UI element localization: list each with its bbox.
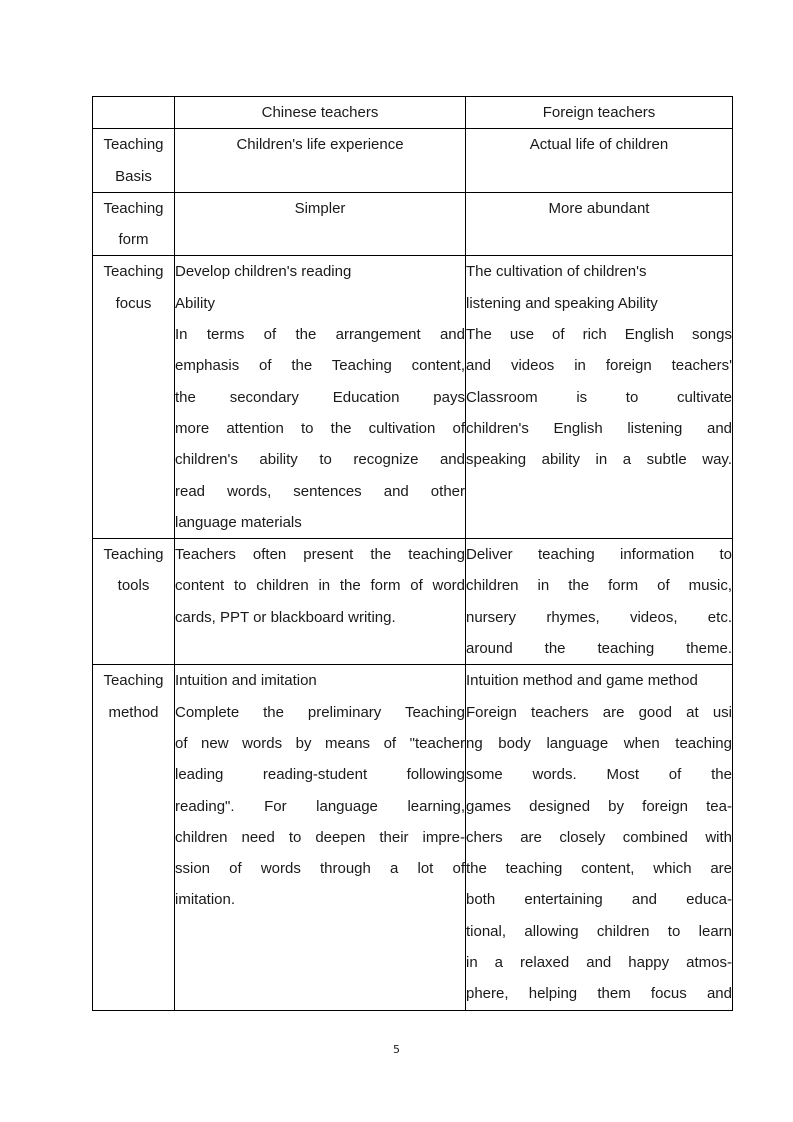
foreign-teachers-cell [466,539,733,665]
foreign-teachers-cell [466,256,733,539]
row-label-line: Teaching [103,546,164,564]
foreign-teachers-line: tional, allowing children to learn [466,922,732,940]
chinese-teachers-line: language materials [175,513,302,531]
foreign-teachers-line: in a relaxed and happy atmos- [466,954,732,972]
table-row [93,665,733,1010]
header-cell-foreign-teachers: Foreign teachers [466,97,733,129]
chinese-teachers-line: Simpler [294,199,346,217]
row-label [93,665,175,1010]
row-label-line: Teaching [103,672,164,690]
foreign-teachers-line: The cultivation of children's [466,263,647,281]
row-label-line: Teaching [103,136,164,154]
foreign-teachers-line: More abundant [548,199,650,217]
chinese-teachers-line: Complete the preliminary Teaching [175,703,465,721]
chinese-teachers-line: children need to deepen their impre- [175,828,465,846]
foreign-teachers-line: Classroom is to cultivate [466,388,732,406]
chinese-teachers-line: cards, PPT or blackboard writing. [175,608,396,626]
chinese-teachers-line: Teachers often present the teaching [175,546,465,564]
row-label [93,256,175,539]
row-label-line: Teaching [103,263,164,281]
chinese-teachers-line: imitation. [175,891,236,909]
foreign-teachers-line: listening and speaking Ability [466,294,658,312]
row-label-line: focus [115,294,152,312]
comparison-table [92,96,733,1011]
foreign-teachers-line: the teaching content, which are [466,860,732,878]
page-number: 5 [393,1043,400,1056]
chinese-teachers-line: Children's life experience [236,136,404,154]
foreign-teachers-line: ng body language when teaching [466,734,732,752]
table-header-row [93,97,733,129]
table-row [93,539,733,665]
foreign-teachers-line: The use of rich English songs [466,326,732,344]
chinese-teachers-line: Intuition and imitation [175,672,317,690]
row-label [93,129,175,193]
chinese-teachers-line: Ability [175,294,216,312]
chinese-teachers-cell [175,129,466,193]
foreign-teachers-line: chers are closely combined with [466,828,732,846]
chinese-teachers-line: emphasis of the Teaching content, [175,357,465,375]
header-cell-chinese-teachers: Chinese teachers [175,97,466,129]
foreign-teachers-line: around the teaching theme. [466,640,732,658]
foreign-teachers-line: Foreign teachers are good at usi [466,703,732,721]
foreign-teachers-line: and videos in foreign teachers' [466,357,732,375]
chinese-teachers-cell [175,192,466,256]
chinese-teachers-line: Develop children's reading [175,263,352,281]
chinese-teachers-line: more attention to the cultivation of [175,419,465,437]
foreign-teachers-line: games designed by foreign tea- [466,797,732,815]
header-cell-empty [93,97,175,129]
row-label [93,539,175,665]
row-label-line: tools [117,577,150,595]
foreign-teachers-line: children's English listening and [466,419,732,437]
chinese-teachers-cell [175,539,466,665]
foreign-teachers-line: children in the form of music, [466,577,732,595]
chinese-teachers-cell [175,665,466,1010]
foreign-teachers-line: both entertaining and educa- [466,891,732,909]
foreign-teachers-line: speaking ability in a subtle way. [466,451,732,469]
foreign-teachers-line: Actual life of children [529,136,669,154]
foreign-teachers-line: nursery rhymes, videos, etc. [466,608,732,626]
chinese-teachers-cell [175,256,466,539]
foreign-teachers-line: some words. Most of the [466,766,732,784]
foreign-teachers-line: Deliver teaching information to [466,546,732,564]
row-label-line: form [118,231,149,249]
foreign-teachers-line: phere, helping them focus and [466,985,732,1003]
foreign-teachers-line: Intuition method and game method [466,672,698,690]
chinese-teachers-line: leading reading-student following [175,766,465,784]
chinese-teachers-line: children's ability to recognize and [175,451,465,469]
foreign-teachers-cell [466,192,733,256]
chinese-teachers-line: In terms of the arrangement and [175,326,465,344]
table-row [93,256,733,539]
foreign-teachers-cell [466,129,733,193]
chinese-teachers-line: ssion of words through a lot of [175,860,465,878]
chinese-teachers-line: reading". For language learning, [175,797,465,815]
chinese-teachers-line: of new words by means of "teacher [175,734,465,752]
table-row [93,192,733,256]
foreign-teachers-cell [466,665,733,1010]
row-label-line: method [108,703,159,721]
chinese-teachers-line: content to children in the form of word [175,577,465,595]
chinese-teachers-line: the secondary Education pays [175,388,465,406]
row-label [93,192,175,256]
table-row [93,129,733,193]
row-label-line: Teaching [103,199,164,217]
chinese-teachers-line: read words, sentences and other [175,482,465,500]
row-label-line: Basis [115,167,152,185]
